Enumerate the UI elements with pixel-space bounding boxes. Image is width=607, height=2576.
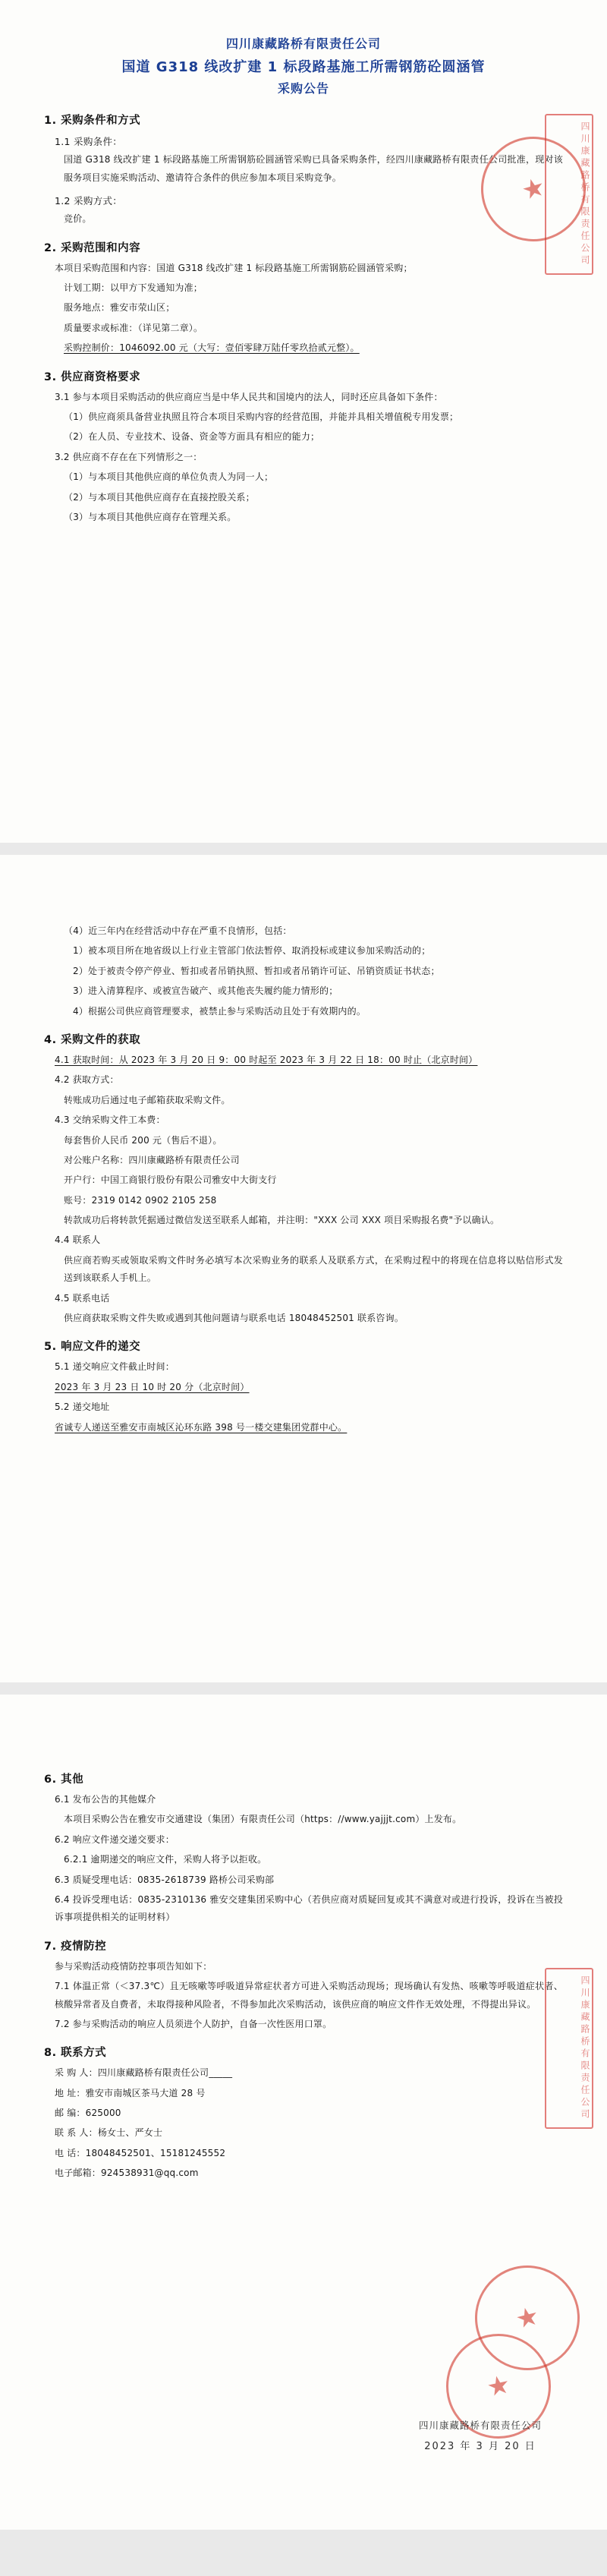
section-3-1-item-1: （1）供应商须具备营业执照且符合本项目采购内容的经营范围，并能并具相关增值税专用发票； <box>64 411 459 422</box>
section-1-heading: 1. 采购条件和方式 <box>44 115 141 128</box>
seal-star-icon: ★ <box>517 171 549 207</box>
p2-item-4: （4）近三年内在经营活动中存在严重不良情形，包括： <box>64 925 292 936</box>
section-7-2-text: 7.2 参与采购活动的响应人员须进个人防护，自备一次性医用口罩。 <box>55 2018 332 2029</box>
contact-label-purchaser: 采 购 人： <box>55 2067 98 2079</box>
section-6-4-report-phone: 6.4 投诉受理电话：0835-2310136 雅安交建集团采购中心（若供应商对质疑回复或其不满意对或进行投诉，投诉在当被投诉事项提供相关的证明材料） <box>55 1893 563 1923</box>
p2-item-4-3: 3）进入清算程序、或被宣告破产、或其他丧失履约能力情形的； <box>73 985 338 997</box>
section-5-1-label: 5.1 递交响应文件截止时间： <box>55 1361 175 1373</box>
contact-value-address: 雅安市南城区茶马大道 28 号 <box>85 2087 206 2098</box>
p2-item-4-4: 4）根据公司供应商管理要求，被禁止参与采购活动且处于有效期内的。 <box>73 1005 366 1017</box>
section-7-1-text: 7.1 体温正常（＜37.3℃）且无咳嗽等呼吸道异常症状者方可进入采购活动现场；现场确认有发热、咳嗽等呼吸道症状者、核酸异常者及自费者，未取得接种风险者，不得参加此次采购活动，该供应商的响应文件作无效处理，不得提出异议。 <box>55 1981 563 2010</box>
section-4-3-remark: 转款成功后将转款凭据通过微信发送至联系人邮箱，并注明："XXX 公司 XXX 项目采购报名费"予以确认。 <box>64 1215 500 1226</box>
section-5-2-address: 省诚专人递送至雅安市南城区沁环东路 398 号一楼交建集团党群中心。 <box>55 1421 348 1433</box>
section-3-2-item-3: （3）与本项目其他供应商存在管理关系。 <box>64 511 237 522</box>
contact-label-postcode: 邮 编： <box>55 2108 86 2119</box>
section-4-2-method-label: 4.2 获取方式： <box>55 1074 119 1086</box>
section-3-heading: 3. 供应商资格要求 <box>44 370 141 383</box>
contact-value-email: 924538931@qq.com <box>101 2168 199 2179</box>
section-3-2-text: 3.2 供应商不存在在下列情形之一： <box>55 451 203 462</box>
page-subtitle: 采购公告 <box>277 80 329 96</box>
contact-row-address <box>44 2085 563 2102</box>
document-page-1 <box>0 0 607 843</box>
contact-row-phone <box>44 2145 563 2162</box>
section-4-4-contact-text: 供应商若购买或领取采购文件时务必填写本次采购业务的联系人及联系方式，在采购过程中的将现在信息将以贴信形式发送到该联系人手机上。 <box>64 1254 563 1284</box>
section-6-heading: 6. 其他 <box>44 1774 84 1786</box>
company-name: 四川康藏路桥有限责任公司 <box>225 36 381 51</box>
section-3-2-item-1: （1）与本项目其他供应商的单位负责人为同一人； <box>64 471 274 483</box>
section-7-heading: 7. 疫情防控 <box>44 1940 107 1953</box>
section-4-1-time: 4.1 获取时间：从 2023 年 3 月 20 日 9：00 时起至 2023 年 3 月 22 日 18：00 时止（北京时间） <box>55 1054 478 1065</box>
section-4-4-contact-label: 4.4 联系人 <box>55 1234 101 1246</box>
section-2-scope: 本项目采购范围和内容：国道 G318 线改扩建 1 标段路基施工所需钢筋砼圆涵管采购； <box>55 262 413 273</box>
section-1-1-heading: 1.1 采购条件： <box>55 136 123 148</box>
section-1-2-heading: 1.2 采购方式： <box>55 195 123 207</box>
section-1-2-text: 竞价。 <box>64 213 92 225</box>
section-6-1-label: 6.1 发布公告的其他媒介 <box>55 1794 156 1805</box>
section-4-3-account-number: 账号：2319 0142 0902 2105 258 <box>64 1194 217 1206</box>
section-5-heading: 5. 响应文件的递交 <box>44 1341 141 1354</box>
section-4-5-phone-text: 供应商获取采购文件失败或遇到其他问题请与联系电话 18048452501 联系咨询。 <box>64 1313 404 1324</box>
page-title: 国道 G318 线改扩建 1 标段路基施工所需钢筋砼圆涵管 <box>121 58 486 75</box>
document-page-2 <box>0 855 607 1682</box>
section-2-quality: 质量要求或标准：（详见第二章）。 <box>64 322 203 333</box>
section-1-1-text: 国道 G318 线改扩建 1 标段路基施工所需钢筋砼圆涵管采购已具备采购条件，经四川康藏路桥有限责任公司批准，现对该服务项目实施采购活动、邀请符合条件的供应参加本项目采购竞争。 <box>64 154 563 183</box>
seal-star-icon-signature: ★ <box>483 2369 514 2404</box>
signature-date: 2023 年 3 月 20 日 <box>424 2440 536 2452</box>
contact-label-address: 地 址： <box>55 2087 86 2098</box>
section-4-2-method-text: 转账成功后通过电子邮箱获取采购文件。 <box>64 1094 231 1105</box>
section-4-5-phone-label: 4.5 联系电话 <box>55 1292 110 1304</box>
seal-star-icon-page3: ★ <box>512 2300 543 2336</box>
contact-row-person <box>44 2124 563 2142</box>
contact-label-phone: 电 话： <box>55 2147 86 2158</box>
contact-row-email <box>44 2165 563 2182</box>
section-4-3-fee-label: 4.3 交纳采购文件工本费： <box>55 1115 165 1126</box>
section-4-3-account-name: 对公账户名称：四川康藏路桥有限责任公司 <box>64 1154 240 1165</box>
company-seal-vertical-icon: 四川康藏路桥有限责任公司 <box>545 114 593 275</box>
section-4-3-fee-amount: 每套售价人民币 200 元（售后不退）。 <box>64 1134 222 1146</box>
signature-org: 四川康藏路桥有限责任公司 <box>418 2420 542 2432</box>
contact-value-phone: 18048452501、15181245552 <box>85 2147 226 2158</box>
contact-value-person: 杨女士、严女士 <box>97 2127 163 2139</box>
document-page-3 <box>0 1695 607 2530</box>
contact-row-purchaser <box>44 2064 563 2082</box>
company-seal-round-icon-page3 <box>464 2254 590 2381</box>
section-3-2-item-2: （2）与本项目其他供应商存在直接控股关系； <box>64 491 255 503</box>
company-seal-vertical-icon-page3: 四川康藏路桥有限责任公司 <box>545 1968 593 2129</box>
section-2-control-price: 采购控制价：1046092.00 元（大写：壹佰零肆万陆仟零玖拾贰元整）。 <box>64 342 360 354</box>
section-2-location: 服务地点：雅安市荥山区； <box>64 302 175 314</box>
section-8-heading: 8. 联系方式 <box>44 2047 107 2060</box>
section-5-1-deadline: 2023 年 3 月 23 日 10 时 20 分（北京时间） <box>55 1381 250 1392</box>
signature-block <box>419 2416 542 2457</box>
contact-value-purchaser: 四川康藏路桥有限责任公司_____ <box>97 2067 233 2079</box>
p2-item-4-2: 2）处于被责令停产停业、暂扣或者吊销执照、暂扣或者吊销许可证、吊销资质证书状态； <box>73 965 440 976</box>
section-2-heading: 2. 采购范围和内容 <box>44 241 141 254</box>
section-4-heading: 4. 采购文件的获取 <box>44 1033 141 1046</box>
p2-item-4-1: 1）被本项目所在地省级以上行业主管部门依法暂停、取消投标或建议参加采购活动的； <box>73 945 431 957</box>
section-6-2-1-text: 6.2.1 逾期递交的响应文件，采购人将予以拒收。 <box>64 1854 267 1865</box>
contact-value-postcode: 625000 <box>85 2108 121 2119</box>
contact-label-email: 电子邮箱： <box>55 2168 102 2179</box>
section-5-2-label: 5.2 递交地址 <box>55 1402 110 1413</box>
section-3-1-item-2: （2）在人员、专业技术、设备、资金等方面具有相应的能力； <box>64 431 320 443</box>
section-4-3-bank: 开户行：中国工商银行股份有限公司雅安中大街支行 <box>64 1174 277 1186</box>
section-6-3-complaint-phone: 6.3 质疑受理电话：0835-2618739 路桥公司采购部 <box>55 1874 275 1885</box>
document-title-block <box>44 35 563 98</box>
section-6-2-label: 6.2 响应文件递交递交要求： <box>55 1833 175 1845</box>
section-7-intro: 参与采购活动疫情防控事项告知如下： <box>55 1960 212 1972</box>
section-3-1-text: 3.1 参与本项目采购活动的供应商应当是中华人民共和国境内的法人，同时还应具备如下条件： <box>55 391 443 402</box>
section-6-1-text: 本项目采购公告在雅安市交通建设（集团）有限责任公司（https：//www.yajjjt.com）上发布。 <box>64 1814 462 1825</box>
contact-label-person: 联 系 人： <box>55 2127 98 2139</box>
contact-row-postcode <box>44 2105 563 2122</box>
section-2-duration: 计划工期：以甲方下发通知为准； <box>64 282 203 294</box>
